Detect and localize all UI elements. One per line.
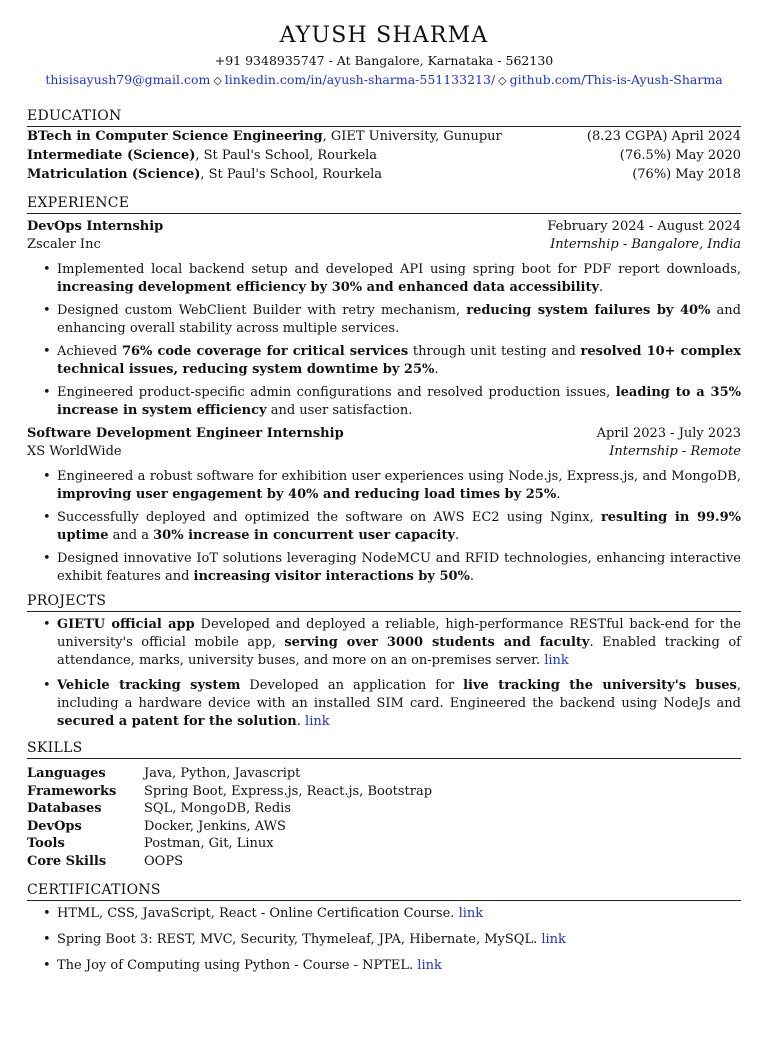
text: Engineered a robust software for exhibition user experiences using Node.js, Express.js, and MongoDB, <box>57 469 741 484</box>
job-meta: Internship - Bangalore, India <box>550 237 741 252</box>
text: Implemented local backend setup and developed API using spring boot for PDF report downloads, <box>57 262 741 277</box>
skill-category: Databases <box>27 801 102 816</box>
skill-values: SQL, MongoDB, Redis <box>144 801 291 816</box>
job-subheader <box>27 236 741 254</box>
certification-link[interactable]: link <box>458 906 484 921</box>
bold-text: resulting in 99.9% uptime <box>57 510 741 543</box>
skill-row <box>27 800 741 818</box>
text: . <box>455 528 460 543</box>
bold-text: increasing development efficiency by 30% and enhanced data accessibility <box>57 280 600 295</box>
links-line <box>27 71 741 90</box>
text: . Enabled tracking of attendance, marks, university buses, and more on an on-premises server. <box>57 635 741 668</box>
certification-link[interactable]: link <box>417 958 442 973</box>
job-role: Software Development Engineer Internship <box>27 426 344 441</box>
text: . <box>556 487 561 502</box>
skills-section <box>27 739 741 870</box>
job-header <box>27 425 741 443</box>
text: Achieved <box>57 344 122 359</box>
contact-line: +91 9348935747 - At Bangalore, Karnataka - 562130 <box>214 53 554 68</box>
skill-row <box>27 818 741 836</box>
education-score-date: (76.5%) May 2020 <box>619 148 741 163</box>
bullet-item <box>57 509 741 545</box>
section-title-projects: PROJECTS <box>27 592 741 612</box>
linkedin-link[interactable]: linkedin.com/in/ayush-sharma-551133213/ <box>224 72 496 87</box>
text: . <box>296 714 306 729</box>
education-item <box>27 165 741 184</box>
github-link[interactable]: github.com/This-is-Ayush-Sharma <box>509 72 723 87</box>
job-bullets <box>27 261 741 420</box>
diamond-separator-icon: ◇ <box>498 74 507 87</box>
certification-item <box>57 905 741 923</box>
degree: Matriculation (Science) <box>27 167 201 182</box>
project-item <box>57 677 741 731</box>
text: Engineered product-specific admin configurations and resolved production issues, <box>57 385 616 400</box>
text: and user satisfaction. <box>266 403 413 418</box>
text: and a <box>108 528 154 543</box>
bullet-item <box>57 550 741 586</box>
skill-category: DevOps <box>27 818 82 834</box>
job-bullets <box>27 468 741 586</box>
resume-page <box>0 22 768 1046</box>
experience-list <box>27 218 741 586</box>
text: Successfully deployed and optimized the software on AWS EC2 using Nginx, <box>57 510 601 525</box>
degree: BTech in Computer Science Engineering <box>27 129 323 144</box>
job-entry <box>27 218 741 420</box>
skill-values: Java, Python, Javascript <box>144 766 301 781</box>
experience-section <box>27 194 741 586</box>
skill-values: OOPS <box>144 853 183 869</box>
diamond-separator-icon: ◇ <box>213 74 222 87</box>
job-dates: April 2023 - July 2023 <box>596 426 741 441</box>
bullet-item <box>57 343 741 379</box>
institution: , St Paul's School, Rourkela <box>200 167 383 182</box>
section-title-education: EDUCATION <box>27 107 741 127</box>
certification-text: The Joy of Computing using Python - Course - NPTEL. <box>57 958 418 973</box>
text: Developed an application for <box>240 678 464 693</box>
institution: , St Paul's School, Rourkela <box>195 148 378 163</box>
project-item <box>57 616 741 670</box>
skill-category: Frameworks <box>27 783 117 799</box>
text: through unit testing and <box>408 344 581 359</box>
skill-row <box>27 853 741 871</box>
skill-values: Docker, Jenkins, AWS <box>144 818 286 834</box>
degree: Intermediate (Science) <box>27 148 196 163</box>
certification-link[interactable]: link <box>541 932 566 947</box>
job-role: DevOps Internship <box>27 219 164 234</box>
text: Developed and deployed a reliable, high-performance RESTful back-end for the university's official mobile app, <box>57 617 741 650</box>
skill-category: Core Skills <box>27 853 107 869</box>
bold-text: Vehicle tracking system <box>57 678 241 693</box>
bold-text: GIETU official app <box>57 617 195 632</box>
bold-text: secured a patent for the solution <box>57 714 297 729</box>
bullet-item <box>57 261 741 297</box>
certifications-section <box>27 881 741 975</box>
job-company: Zscaler Inc <box>27 237 101 252</box>
institution: , GIET University, Gunupur <box>322 129 502 144</box>
certifications-list <box>27 905 741 975</box>
text: Designed custom WebClient Builder with retry mechanism, <box>57 303 467 318</box>
bold-text: serving over 3000 students and faculty <box>284 635 590 650</box>
skill-values: Postman, Git, Linux <box>144 836 274 851</box>
education-section <box>27 107 741 184</box>
job-meta: Internship - Remote <box>609 444 741 459</box>
bullet-item <box>57 384 741 420</box>
certification-text: Spring Boot 3: REST, MVC, Security, Thymeleaf, JPA, Hibernate, MySQL. <box>57 932 542 947</box>
skill-row <box>27 835 741 853</box>
education-left <box>27 165 382 184</box>
job-header <box>27 218 741 236</box>
skills-list <box>27 765 741 870</box>
bold-text: leading to a 35% increase in system efficiency <box>57 385 741 418</box>
education-list <box>27 127 741 184</box>
link[interactable]: link <box>305 714 330 729</box>
text: . <box>469 569 475 584</box>
text: and enhancing overall stability across multiple services. <box>57 303 742 336</box>
text: , including a hardware device with an installed SIM card. Engineered the backend using NodeJs and <box>57 678 741 711</box>
skill-category: Tools <box>27 836 65 851</box>
bullet-item <box>57 468 741 504</box>
bold-text: 30% increase in concurrent user capacity <box>153 528 455 543</box>
bold-text: improving user engagement by 40% and reducing load times by 25% <box>57 487 557 502</box>
job-dates: February 2024 - August 2024 <box>547 219 741 234</box>
projects-list <box>27 616 741 731</box>
bold-text: live tracking the university's buses <box>463 678 737 693</box>
bold-text: 76% code coverage for critical services <box>121 344 409 359</box>
skill-category: Languages <box>27 766 106 781</box>
certification-item <box>57 957 741 975</box>
bullet-item <box>57 302 741 338</box>
bold-text: resolved 10+ complex technical issues, reducing system downtime by 25% <box>57 344 742 377</box>
skill-row <box>27 765 741 783</box>
education-item <box>27 127 741 146</box>
education-item <box>27 146 741 165</box>
education-score-date: (8.23 CGPA) April 2024 <box>586 129 741 144</box>
certification-item <box>57 931 741 949</box>
section-title-skills: SKILLS <box>27 739 741 759</box>
text: Designed innovative IoT solutions leveraging NodeMCU and RFID technologies, enhancing interactive exhibit features and <box>57 551 741 584</box>
projects-section <box>27 592 741 731</box>
section-title-certifications: CERTIFICATIONS <box>27 881 741 901</box>
education-score-date: (76%) May 2018 <box>632 167 741 182</box>
text: . <box>599 280 604 295</box>
email-link[interactable]: thisisayush79@gmail.com <box>45 72 211 87</box>
bold-text: increasing visitor interactions by 50% <box>193 569 470 584</box>
job-company: XS WorldWide <box>27 444 122 459</box>
text: . <box>434 362 439 377</box>
candidate-name: AYUSH SHARMA <box>279 23 489 48</box>
job-subheader <box>27 443 741 461</box>
certification-text: HTML, CSS, JavaScript, React - Online Certification Course. <box>57 906 459 921</box>
skill-row <box>27 783 741 801</box>
education-left <box>27 146 377 165</box>
section-title-experience: EXPERIENCE <box>27 194 741 214</box>
skill-values: Spring Boot, Express.js, React.js, Bootstrap <box>144 783 433 799</box>
link[interactable]: link <box>544 653 569 668</box>
job-entry <box>27 425 741 586</box>
education-left <box>27 127 502 146</box>
bold-text: reducing system failures by 40% <box>466 303 711 318</box>
